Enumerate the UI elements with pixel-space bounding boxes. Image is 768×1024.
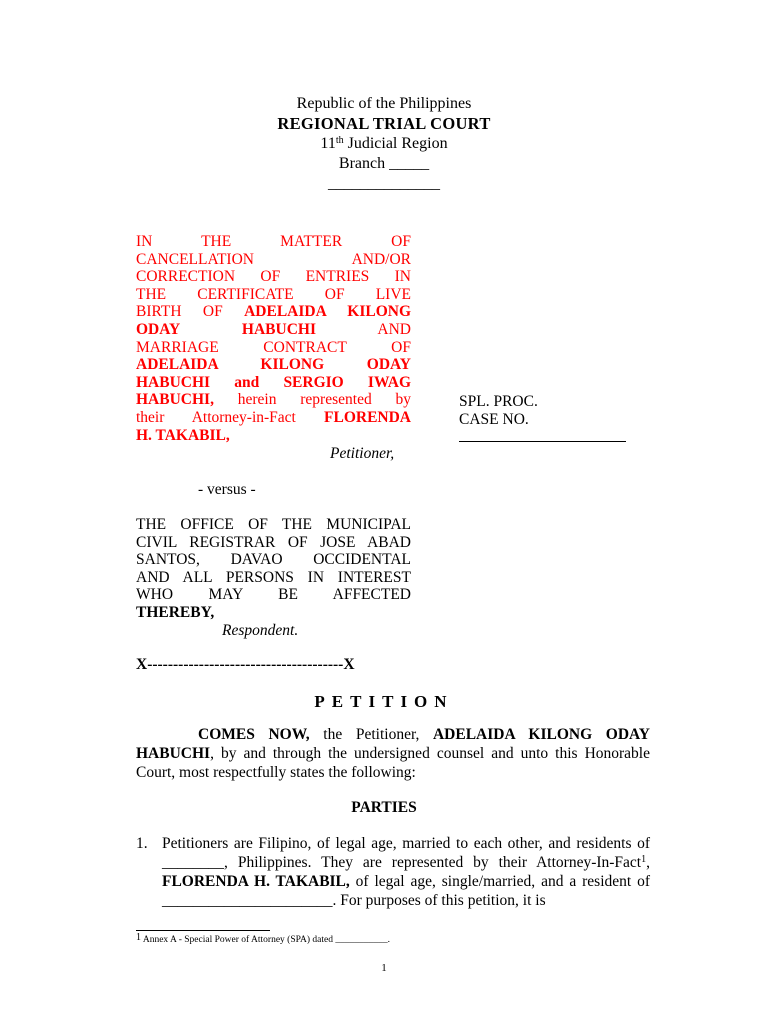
versus-label: - versus - <box>198 481 256 498</box>
caption-line: CORRECTION OF ENTRIES IN <box>136 268 411 286</box>
respondent-line: AND ALL PERSONS IN INTEREST <box>136 568 411 586</box>
petitioner-name: HABUCHI, <box>136 391 214 409</box>
paragraph-number: 1. <box>136 835 148 852</box>
petitioner-name: ADELAIDA KILONG <box>244 303 411 321</box>
petitioner-caption <box>136 233 411 444</box>
petitioner-name: ADELAIDA KILONG ODAY HABUCHI <box>136 726 650 762</box>
petitioner-name: ODAY HABUCHI <box>136 320 316 338</box>
caption-text: BIRTH OF <box>136 303 245 321</box>
document-title: PETITION <box>314 692 454 711</box>
attorney-name: FLORENDA <box>324 408 411 426</box>
branch-line: Branch _____ <box>338 155 430 172</box>
footnote-text: Annex A - Special Power of Attorney (SPA) dated ___________. <box>141 935 391 945</box>
caption-line: IN THE MATTER OF <box>136 233 411 250</box>
judicial-region <box>0 134 768 154</box>
respondent-line: CIVIL REGISTRAR OF JOSE ABAD <box>136 533 411 551</box>
footnote-marker: 1 <box>136 932 141 943</box>
numbered-paragraph <box>136 834 650 910</box>
attorney-name: FLORENDA H. TAKABIL, <box>162 873 350 890</box>
intro-text: , by and through the undersigned counsel and unto this Honorable Court, most respectfully states the following: <box>136 745 650 781</box>
petitioner-role: Petitioner, <box>330 445 395 462</box>
respondent-role: Respondent. <box>222 622 299 639</box>
case-number-label: CASE NO. <box>459 411 529 428</box>
caption-divider: X--------------------------------------X <box>136 656 355 673</box>
paragraph-text: of legal age, single/married, and a resident of ______________________. For purposes of this petition, it is <box>162 873 650 909</box>
caption-line: ADELAIDA KILONG ODAY <box>136 356 411 374</box>
respondent-line: SANTOS, DAVAO OCCIDENTAL <box>136 551 411 569</box>
paragraph-text: , <box>646 854 650 871</box>
page-number: 1 <box>381 962 387 974</box>
court-name: REGIONAL TRIAL COURT <box>277 114 491 133</box>
caption-line: THE CERTIFICATE OF LIVE <box>136 285 411 303</box>
paragraph-body <box>162 834 650 910</box>
region-number: 11 <box>320 135 336 152</box>
respondent-line: THEREBY, <box>136 603 215 621</box>
region-text: Judicial Region <box>343 135 448 152</box>
region-suffix: th <box>335 135 344 146</box>
header-rule: ______________ <box>328 175 440 192</box>
caption-line <box>136 303 411 321</box>
caption-line: MARRIAGE CONTRACT OF <box>136 338 411 356</box>
republic-line: Republic of the Philippines <box>296 95 472 112</box>
case-number-block <box>459 393 538 429</box>
footnote-ref[interactable]: 1 <box>641 854 647 865</box>
respondent-caption <box>136 516 411 622</box>
caption-line <box>136 391 411 409</box>
caption-line <box>136 321 411 339</box>
intro-text: the Petitioner, <box>309 726 433 743</box>
caption-line: CANCELLATION AND/OR <box>136 250 411 268</box>
respondent-line: WHO MAY BE AFFECTED <box>136 586 411 604</box>
caption-text: their Attorney-in-Fact <box>136 408 325 426</box>
caption-text: AND <box>315 320 411 338</box>
court-header <box>0 94 768 194</box>
caption-line <box>136 409 411 427</box>
case-number-blank <box>459 427 626 442</box>
case-type: SPL. PROC. <box>459 393 538 410</box>
caption-line: H. TAKABIL, <box>136 426 230 444</box>
paragraph-text: Petitioners are Filipino, of legal age, married to each other, and residents of ________, Philippines. They are represented by their Attorney-In-Fact <box>162 835 650 871</box>
section-heading-parties: PARTIES <box>351 799 417 816</box>
footnote <box>136 932 391 946</box>
respondent-line: THE OFFICE OF THE MUNICIPAL <box>136 516 411 533</box>
intro-lead: COMES NOW, <box>198 726 310 743</box>
caption-text: herein represented by <box>213 391 411 409</box>
caption-line: HABUCHI and SERGIO IWAG <box>136 373 411 391</box>
footnote-separator <box>136 930 270 931</box>
intro-paragraph <box>136 725 650 782</box>
